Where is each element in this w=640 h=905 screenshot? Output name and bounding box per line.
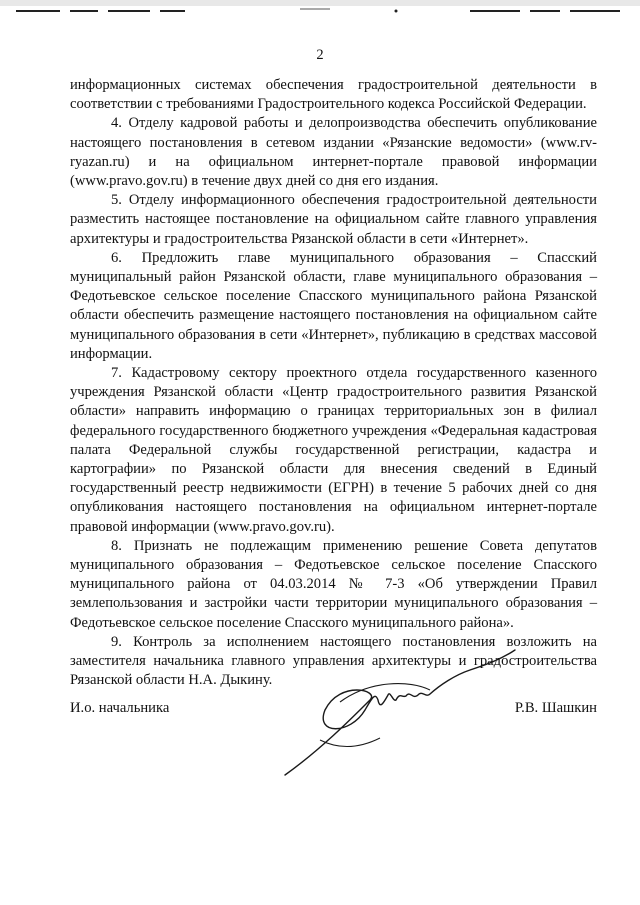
- paragraph-6: 6. Предложить главе муниципального образования – Спасский муниципальный район Рязанской области, главе муниципального образования – Федотьевское сельское поселение Спасского муниципального района Рязанской области обеспечить размещение настоящего постановления на официальном сайте муниципального образования в сети «Интернет», публикацию в средствах массовой информации.: [70, 249, 597, 362]
- paragraph-4: 4. Отделу кадровой работы и делопроизводства обеспечить опубликование настоящего постановления в сетевом издании «Рязанские ведомости» (www.rv-ryazan.ru) и на официальном интернет-портале правовой информации (www.pravo.gov.ru) в течение двух дней со дня его издания.: [70, 115, 597, 190]
- paragraph-3-continuation: информационных системах обеспечения градостроительной деятельности в соответствии с требованиями Градостроительного кодекса Российской Федерации.: [70, 77, 597, 113]
- signature-block: [70, 700, 597, 720]
- paragraph-5: 5. Отделу информационного обеспечения градостроительной деятельности разместить настоящее постановление на официальном сайте главного управления архитектуры и градостроительства Рязанской области в сети «Интернет».: [70, 192, 597, 247]
- scan-artifact-top: [0, 0, 640, 16]
- signatory-name: Р.В. Шашкин: [514, 700, 597, 716]
- page-number: 2: [316, 47, 324, 63]
- signatory-position: И.о. начальника: [70, 700, 170, 716]
- document-body: [70, 76, 597, 691]
- paragraph-9: 9. Контроль за исполнением настоящего постановления возложить на заместителя начальника главного управления архитектуры и градостроительства Рязанской области Н.А. Дыкину.: [70, 633, 597, 689]
- paragraph-8: 8. Признать не подлежащим применению решение Совета депутатов муниципального образования – Федотьевское сельское поселение Спасского муниципального района от 04.03.2014 № 7-3 «Об утверждении Правил землепользования и застройки части территории муниципального образования – Федотьевское сельское поселение Спасского муниципального района».: [70, 537, 597, 631]
- paragraph-7: 7. Кадастровому сектору проектного отдела государственного казенного учреждения Рязанской области «Центр градостроительного развития Рязанской области» направить информацию о границах территориальных зон в филиал федерального государственного бюджетного учреждения «Федеральная кадастровая палата Федеральной службы государственной регистрации, кадастра и картографии» по Рязанской области для внесения сведений в Единый государственный реестр недвижимости (ЕГРН) в течение 5 рабочих дней со дня опубликования настоящего постановления на официальном интернет-портале правовой информации (www.pravo.gov.ru).: [70, 365, 597, 535]
